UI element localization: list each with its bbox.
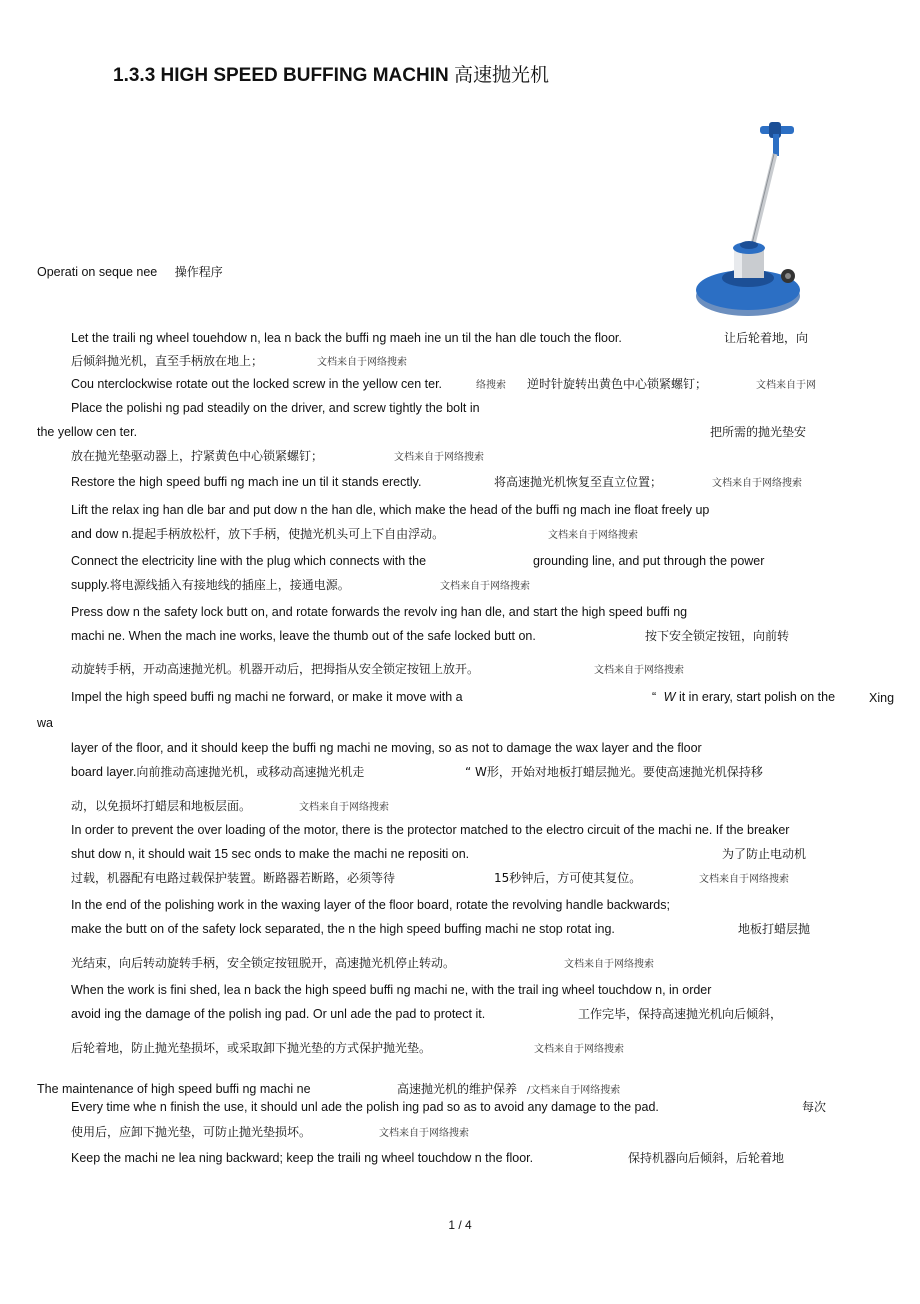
maintenance-heading: The maintenance of high speed buffi ng machi ne: [37, 1082, 311, 1096]
maintenance-heading-cn-text: 高速抛光机的维护保养: [397, 1082, 518, 1096]
maint-1-cn: 每次: [802, 1100, 827, 1114]
sequence-heading-en: Operati on seque nee: [37, 265, 158, 279]
step-6-text-cont: [71, 577, 350, 593]
source-tag: 文档来自于网络搜索: [564, 959, 654, 970]
source-tag: 文档来自于网络搜索: [712, 478, 802, 489]
maint-2-text: Keep the machi ne lea ning backward; keep the traili ng wheel touchdow n the floor.: [71, 1151, 534, 1165]
step-9-text-cont: shut dow n, it should wait 15 sec onds to make the machi ne repositi on.: [71, 847, 470, 861]
source-tag: 文档来自于网络搜索: [379, 1128, 469, 1139]
step-9-cn: 为了防止电动机: [722, 847, 807, 861]
source-tag: 文档来自于网络搜索: [317, 357, 407, 368]
step-8-text-b: [652, 689, 835, 705]
step-10-cn-cont: 光结束，向后转动旋转手柄，安全锁定按钮脱开，高速抛光机停止转动。: [71, 956, 456, 970]
step-9-cn-b: 15秒钟后，方可使其复位。: [494, 871, 642, 885]
w-letter: W: [663, 690, 676, 704]
source-tag: /文档来自于网络搜索: [526, 1085, 621, 1096]
step-7-text-cont: machi ne. When the mach ine works, leave the thumb out of the safe locked butt on.: [71, 629, 536, 643]
source-tag: 络搜索: [476, 380, 506, 391]
step-11-cn-cont: 后轮着地，防止抛光垫损坏，或采取卸下抛光垫的方式保护抛光垫。: [71, 1041, 432, 1055]
step-1-text: Let the traili ng wheel touehdow n, lea n back the buffi ng maeh ine un til the han dle touch the floor.: [71, 331, 622, 345]
source-tag: 文档来自于网络搜索: [440, 581, 530, 592]
step-3-text-cont: the yellow cen ter.: [37, 425, 138, 439]
step-1-cn: 让后轮着地，向: [724, 331, 809, 345]
step-8-text: Impel the high speed buffi ng machi ne forward, or make it move with a: [71, 690, 463, 704]
source-tag: 文档来自于网络搜索: [548, 530, 638, 541]
step-9-cn-cont: 过载，机器配有电路过载保护装置。断路器若断路，必须等待: [71, 871, 396, 885]
step-11-text-cont: avoid ing the damage of the polish ing pad. Or unl ade the pad to protect it.: [71, 1007, 486, 1021]
source-tag: 文档来自于网络搜索: [594, 665, 684, 676]
step-10-text: In the end of the polishing work in the waxing layer of the floor board, rotate the revolving handle backwards;: [71, 898, 670, 912]
page-title: [113, 60, 549, 87]
step-5-text: Lift the relax ing han dle bar and put dow n the han dle, which make the head of the buffi ng mach ine float freely up: [71, 503, 710, 517]
step-8-text-wa: wa: [37, 716, 53, 730]
quote-mark: “: [652, 690, 657, 704]
step-6-cn: 将电源线插入有接地线的插座上，接通电源。: [109, 578, 350, 592]
step-3-cn-cont: 放在抛光垫驱动器上，拧紧黄色中心锁紧螺钉；: [71, 449, 324, 463]
source-tag: 文档来自于网: [756, 380, 816, 391]
step-8-text-cont: layer of the floor, and it should keep the buffi ng machi ne moving, so as not to damage the wax layer and the floor: [71, 741, 702, 755]
maintenance-heading-cn: [397, 1081, 620, 1099]
maint-2-cn: 保持机器向后倾斜，后轮着地: [628, 1151, 785, 1165]
step-7-cn: 按下安全锁定按钮，向前转: [645, 629, 790, 643]
source-tag: 文档来自于网络搜索: [534, 1044, 624, 1055]
page-number: 1 / 4: [448, 1218, 472, 1232]
step-7-text: Press dow n the safety lock butt on, and rotate forwards the revolv ing han dle, and start the high speed buffi ng: [71, 605, 688, 619]
step-6-en-end: supply.: [71, 578, 110, 592]
title-cn: 高速抛光机: [454, 64, 550, 86]
source-tag: 文档来自于网络搜索: [394, 452, 484, 463]
sequence-heading-cn: 操作程序: [174, 265, 223, 279]
sequence-heading: [37, 264, 223, 280]
maint-1-cn-cont: 使用后，应卸下抛光垫，可防止抛光垫损坏。: [71, 1125, 312, 1139]
maint-1-text: Every time whe n finish the use, it should unl ade the polish ing pad so as to avoid any damage to the pad.: [71, 1100, 659, 1114]
step-4-cn: 将高速抛光机恢复至直立位置；: [494, 475, 663, 489]
source-tag: 文档来自于网络搜索: [299, 802, 389, 813]
step-11-cn: 工作完毕，保持高速抛光机向后倾斜，: [578, 1007, 783, 1021]
step-8-en-itinerary: it in erary, start polish on the: [678, 690, 836, 704]
step-5-en-end: and dow n.: [71, 527, 133, 541]
title-en: 1.3.3 HIGH SPEED BUFFING MACHIN: [113, 65, 449, 86]
step-9-text: In order to prevent the over loading of the motor, there is the protector matched to the electro circuit of the machi ne. If the breaker: [71, 823, 790, 837]
step-6-text: Connect the electricity line with the plug which connects with the: [71, 554, 427, 568]
step-3-cn: 把所需的抛光垫安: [710, 425, 807, 439]
step-5-cn: 提起手柄放松杆，放下手柄，使抛光机头可上下自由浮动。: [132, 527, 445, 541]
step-8-cn: 向前推动高速抛光机，或移动高速抛光机走: [136, 765, 365, 779]
step-7-cn-cont: 动旋转手柄，开动高速抛光机。机器开动后，把拇指从安全锁定按钮上放开。: [71, 662, 480, 676]
step-1-cn-cont: 后倾斜抛光机，直至手柄放在地上；: [71, 354, 264, 368]
step-11-text: When the work is fini shed, lea n back the high speed buffi ng machi ne, with the trail ing wheel touchdow n, in order: [71, 983, 712, 997]
step-2-cn: 逆时针旋转出黄色中心锁紧螺钉；: [527, 377, 708, 391]
step-6-text-b: grounding line, and put through the power: [533, 554, 765, 568]
step-3-text: Place the polishi ng pad steadily on the driver, and screw tightly the bolt in: [71, 401, 480, 415]
step-4-text: Restore the high speed buffi ng mach ine un til it stands erectly.: [71, 475, 422, 489]
step-10-text-cont: make the butt on of the safety lock separated, the n the high speed buffing machi ne stop rotat ing.: [71, 922, 615, 936]
step-5-text-cont: [71, 526, 444, 542]
step-2-text: Cou nterclockwise rotate out the locked screw in the yellow cen ter.: [71, 377, 443, 391]
source-tag: 文档来自于网络搜索: [699, 874, 789, 885]
buffing-machine-image: [694, 120, 808, 324]
step-8-text-end: [71, 764, 364, 780]
step-8-cn-cont: 动，以免损坏打蜡层和地板层面。: [71, 799, 252, 813]
step-8-cn-b: “ W形，开始对地板打蜡层抛光。要使高速抛光机保持移: [465, 765, 763, 779]
step-8-en-end: board layer.: [71, 765, 137, 779]
step-8-text-xing: Xing: [869, 691, 895, 705]
step-10-cn: 地板打蜡层抛: [738, 922, 811, 936]
